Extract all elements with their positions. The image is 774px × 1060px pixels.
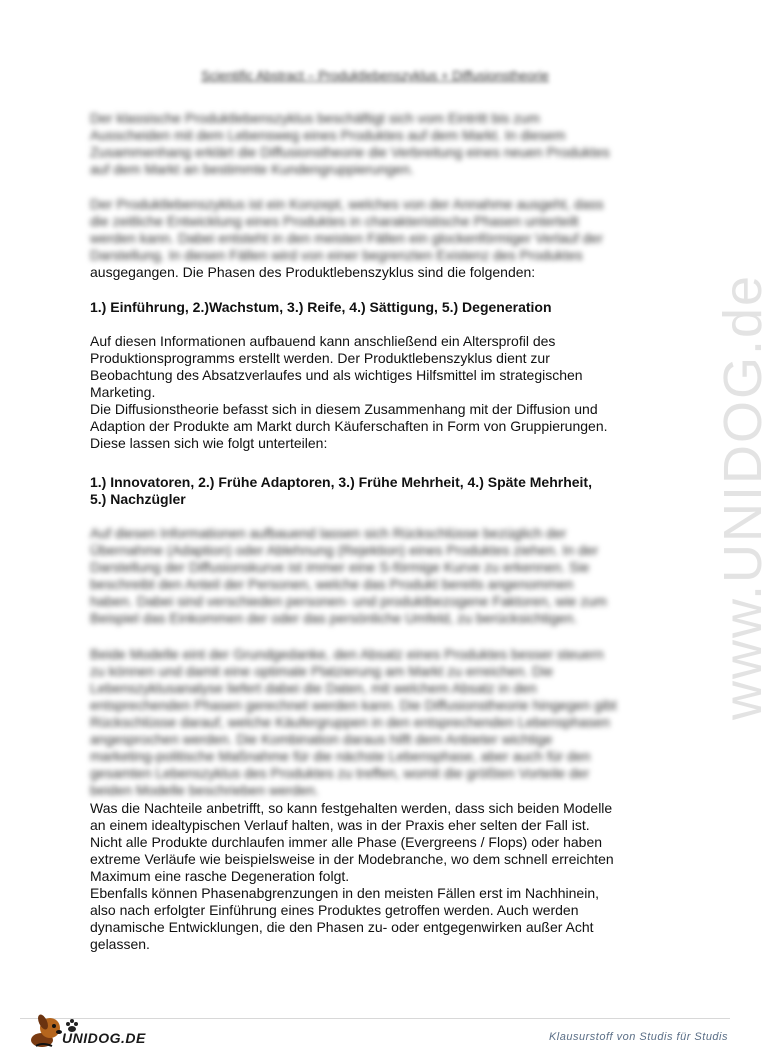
text-line: auf dem Markt an bestimmte Kundengruppierungen. [90,161,414,177]
text-line: Maximum eine rasche Degeneration folgt. [90,868,350,884]
paragraph-lifecycle-blurred [90,196,670,264]
text-line: beiden Modelle beschrieben werden. [90,782,319,798]
text-line: werden kann. Dabei entsteht in den meisten Fällen ein glockenförmiger Verlauf der [90,230,603,246]
text-line: gelassen. [90,936,150,952]
text-line: Adaption der Produkte am Markt durch Käuferschaften in Form von Gruppierungen. [90,418,608,434]
text-line: beschreibt den Anteil der Personen, welche das Produkt bereits angenommen [90,576,574,592]
text-line: Beobachtung des Absatzverlaufes und als wichtiges Hilfsmittel im strategischen [90,367,583,383]
text-line: Darstellung der Diffusionskurve ist immer eine S-förmige Kurve zu erkennen. Sie [90,559,590,575]
text-line: Beispiel das Einkommen der oder das persönliche Umfeld, zu berücksichtigen. [90,610,578,626]
paragraph-lifecycle-visible [90,264,670,281]
text-line: Diese lassen sich wie folgt unterteilen: [90,435,328,451]
text-line: gesamten Lebenszyklus des Produktes zu treffen, womit die größten Vorteile der [90,765,590,781]
paragraph-profile [90,333,670,452]
paragraph-intro-blurred [90,110,670,178]
text-line: Auf diesen Informationen aufbauend lassen sich Rückschlüsse bezüglich der [90,525,567,541]
footer-tagline: Klausurstoff von Studis für Studis [548,1031,728,1043]
text-line: extreme Verläufe wie beispielsweise in der Modebranche, wo dem schnell erreichten [90,851,614,867]
text-line: Der klassische Produktlebenszyklus beschäftigt sich vom Eintritt bis zum [90,110,540,126]
text-line: also nach erfolgter Einführung eines Produktes getroffen werden. Auch werden [90,902,579,918]
text-line: Beide Modelle eint der Grundgedanke, den Absatz eines Produktes besser steuern [90,646,604,662]
text-line: dynamische Entwicklungen, die den Phasen zu- oder entgegenwirken außer Acht [90,919,594,935]
text-line: Darstellung. In diesen Fällen wird von einer begrenzten Existenz des Produktes [90,247,583,263]
text-line: Auf diesen Informationen aufbauend kann anschließend ein Altersprofil des [90,333,556,349]
paragraph-models-blurred [90,646,670,799]
groups-line: 1.) Innovatoren, 2.) Frühe Adaptoren, 3.) Frühe Mehrheit, 4.) Späte Mehrheit, [90,474,592,490]
text-line: Zusammenhang erklärt die Diffusionstheorie die Verbreitung eines neuen Produktes [90,144,610,160]
phases-line: 1.) Einführung, 2.)Wachstum, 3.) Reife, 4.) Sättigung, 5.) Degeneration [90,299,552,315]
adopter-groups-list [90,474,670,508]
text-line: die zeitliche Entwicklung eines Produktes in charakteristische Phasen unterteilt [90,213,579,229]
document-title: Scientific Abstract – Produktlebenszyklus + Diffusionstheorie [201,68,549,83]
text-line: entsprechenden Phasen gerechnet werden kann. Die Diffusionstheorie hingegen gibt [90,697,617,713]
text-line: Was die Nachteile anbetrifft, so kann festgehalten werden, dass sich beiden Modelle [90,800,613,816]
text-line: angesprochen werden. Die Kombination daraus hilft dem Anbieter wichtige [90,731,553,747]
text-line: Der Produktlebenszyklus ist ein Konzept, welches von der Annahme ausgeht, dass [90,196,604,212]
paragraph-diffusion-blurred [90,525,670,627]
text-line: Ausscheiden mit dem Lebensweg eines Produktes auf dem Markt. In diesem [90,127,566,143]
text-line: an einem idealtypischen Verlauf halten, was in der Praxis eher selten der Fall ist. [90,817,590,833]
groups-line: 5.) Nachzügler [90,491,186,507]
text-line: haben. Dabei sind verschieden personen- und produktbezogene Faktoren, wie zum [90,593,607,609]
text-line: zu können und damit eine optimale Platzierung am Markt zu erreichen. Die [90,663,554,679]
phases-list [90,299,670,316]
text-line: Ebenfalls können Phasenabgrenzungen in den meisten Fällen erst im Nachhinein, [90,885,599,901]
text-line: Marketing. [90,384,156,400]
text-line: ausgegangen. Die Phasen des Produktlebenszyklus sind die folgenden: [90,264,536,280]
text-line: Übernahme (Adaption) oder Ablehnung (Rejektion) eines Produktes ziehen. In der [90,542,599,558]
text-line: marketing-politische Maßnahme für die nächste Lebensphase, aber auch für den [90,748,591,764]
text-line: Produktionsprogramms erstellt werden. Der Produktlebenszyklus dient zur [90,350,550,366]
text-line: Die Diffusionstheorie befasst sich in diesem Zusammenhang mit der Diffusion und [90,401,598,417]
text-line: Lebenszyklusanalyse liefert dabei die Daten, mit welchem Absatz in den [90,680,537,696]
text-line: Rückschlüsse darauf, welche Käufergruppen in den entsprechenden Lebensphasen [90,714,610,730]
watermark-text: www.UNIDOG.de [713,273,773,720]
paragraph-disadvantages [90,800,670,953]
logo-wordmark: UNIDOG.DE [62,1030,146,1046]
text-line: Nicht alle Produkte durchlaufen immer alle Phase (Evergreens / Flops) oder haben [90,834,603,850]
